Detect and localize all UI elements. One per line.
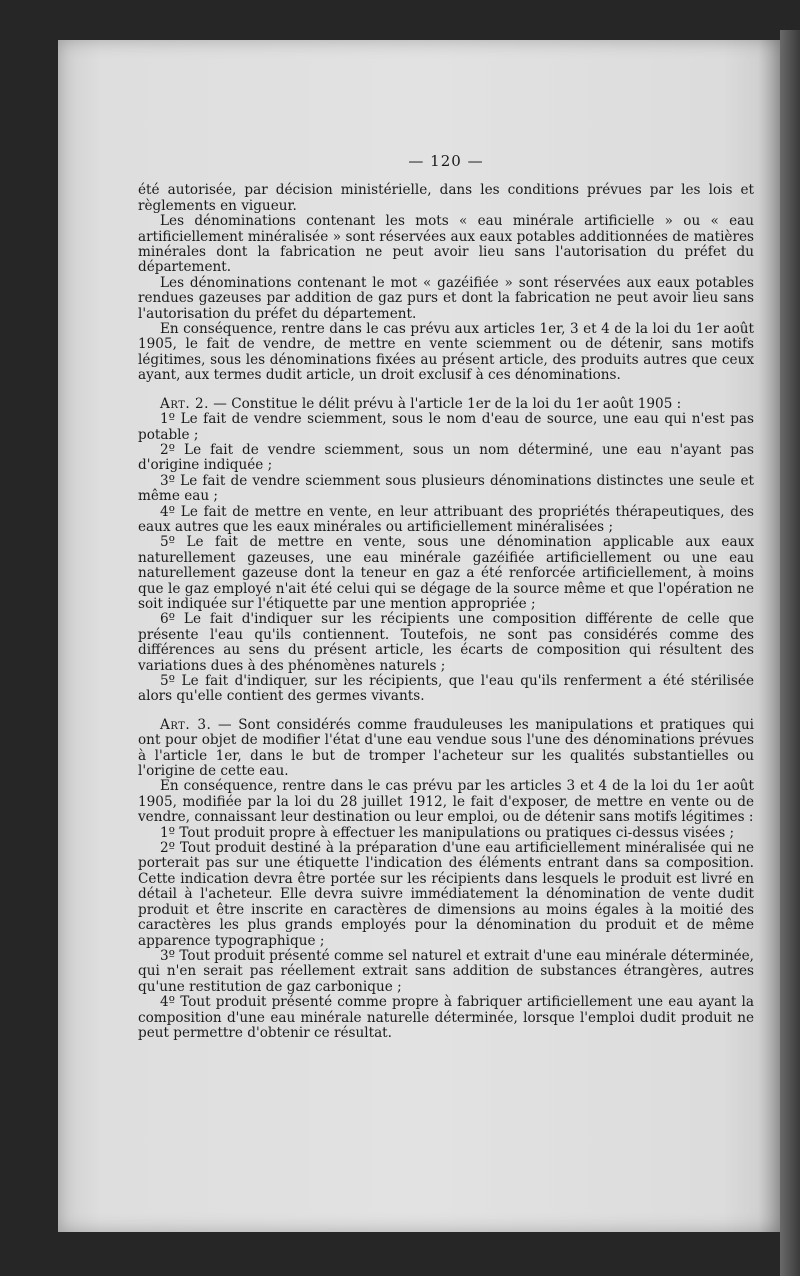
paragraph-text: 5º Le fait de mettre en vente, sous une dénomination applicable aux eaux naturellement gazeuses, une eau minérale gazéifiée artificiellement ou une eau naturellement gazeuse dont la teneur en gaz a été renforcée artificiellement, à moins que le gaz employé n'ait été celui qui se dégage de la source même et que l'opération ne soit indiquée sur l'étiquette par une mention appropriée ; [138, 534, 754, 612]
paragraph-text: 4º Tout produit présenté comme propre à fabriquer artificiellement une eau ayant la composition d'une eau minérale naturelle déterminée, lorsque l'emploi dudit produit ne peut permettre d'obtenir ce résultat. [138, 994, 754, 1041]
paragraph [138, 535, 754, 612]
article-heading: Art. 3. [160, 716, 212, 733]
paragraph-text: 6º Le fait d'indiquer sur les récipients une composition différente de celle que présente l'eau qu'ils contiennent. Toutefois, ne sont pas considérés comme des différences au sens du présent article, les écarts de composition qui résultent des variations dues à des phénomènes naturels ; [138, 611, 754, 674]
paragraph [138, 505, 754, 536]
paragraph [138, 322, 754, 384]
paragraph-text: 1º Tout produit propre à effectuer les manipulations ou pratiques ci-dessus visées ; [160, 824, 735, 841]
paragraph [138, 779, 754, 825]
paragraph [138, 841, 754, 949]
article-heading: Art. 2. [160, 395, 209, 412]
paragraph-text: En conséquence, rentre dans le cas prévu aux articles 1er, 3 et 4 de la loi du 1er août 1905, le fait de vendre, de mettre en vente sciemment ou de détenir, sans motifs légitimes, sous les dénominations fixées au présent article, des produits autres que ceux ayant, aux termes dudit article, un droit exclusif à ces dénominations. [138, 321, 754, 384]
paragraph-text: Les dénominations contenant les mots « eau minérale artificielle » ou « eau artificiellement minéralisée » sont réservées aux eaux potables additionnées de matières minérales dont la fabrication ne peut avoir lieu sans l'autorisation du préfet du département. [138, 213, 754, 276]
page-number: — 120 — [408, 152, 484, 170]
paragraph-text: Les dénominations contenant le mot « gazéifiée » sont réservées aux eaux potables rendues gazeuses par addition de gaz purs et dont la fabrication ne peut avoir lieu sans l'autorisation du préfet du département. [138, 274, 754, 322]
page-text [138, 48, 754, 1041]
article-paragraph [138, 397, 754, 412]
paragraph-text: 5º Le fait d'indiquer, sur les récipients, que l'eau qu'ils renferment a été stérilisée alors qu'elle contient des germes vivants. [138, 673, 754, 705]
article-paragraph [138, 718, 754, 780]
paragraph-text: été autorisée, par décision ministérielle, dans les conditions prévues par les lois et règlements en vigueur. [138, 182, 754, 214]
paragraph [138, 412, 754, 443]
paragraph-text: — Constitue le délit prévu à l'article 1er de la loi du 1er août 1905 : [208, 395, 682, 412]
paragraph [138, 995, 754, 1041]
paragraph [138, 183, 754, 214]
paragraph [138, 826, 754, 841]
paragraph [138, 276, 754, 322]
book-edge [780, 30, 800, 1276]
paragraph-text: — Sont considérés comme frauduleuses les manipulations et pratiques qui ont pour objet de modifier l'état d'une eau vendue sous l'une des dénominations prévues à l'article 1er, dans le but de tromper l'acheteur sur les qualités substantielles ou l'origine de cette eau. [138, 716, 754, 780]
paragraph [138, 674, 754, 705]
paragraph-text: 3º Le fait de vendre sciemment sous plusieurs dénominations distinctes une seule et même eau ; [138, 472, 754, 505]
paragraph-text: En conséquence, rentre dans le cas prévu par les articles 3 et 4 de la loi du 1er août 1905, modifiée par la loi du 28 juillet 1912, le fait d'exposer, de mettre en vente ou de vendre, connaissant leur destination ou leur emploi, ou de détenir sans motifs légitimes : [138, 778, 754, 826]
paragraph [138, 474, 754, 505]
body-text [138, 183, 754, 1041]
paragraph-text: 2º Le fait de vendre sciemment, sous un nom déterminé, une eau n'ayant pas d'origine indiquée ; [138, 441, 754, 474]
page-shadow [758, 40, 780, 1232]
paragraph [138, 612, 754, 674]
paragraph [138, 214, 754, 276]
paragraph [138, 443, 754, 474]
paragraph-text: 4º Le fait de mettre en vente, en leur attribuant des propriétés thérapeutiques, des eaux autres que les eaux minérales ou artificiellement minéralisées ; [138, 503, 754, 535]
paragraph-text: 2º Tout produit destiné à la préparation d'une eau artificiellement minéralisée qui ne porterait pas sur une étiquette l'indication des éléments entrant dans sa composition. Cette indication devra être portée sur les récipients dans lesquels le produit est livré en détail à l'acheteur. Elle devra suivre immédiatement la dénomination de vente dudit produit et être inscrite en caractères de dimensions au moins égales à la moitié des caractères les plus grands employés pour la dénomination du produit et de même apparence typographique ; [138, 840, 754, 949]
paragraph-text: 3º Tout produit présenté comme sel naturel et extrait d'une eau minérale déterminée, qui n'en serait pas réellement extrait sans addition de substances étrangères, autres qu'une restitution de gaz carbonique ; [138, 947, 754, 995]
paragraph-text: 1º Le fait de vendre sciemment, sous le nom d'eau de source, une eau qui n'est pas potable ; [138, 411, 754, 443]
paragraph [138, 949, 754, 995]
